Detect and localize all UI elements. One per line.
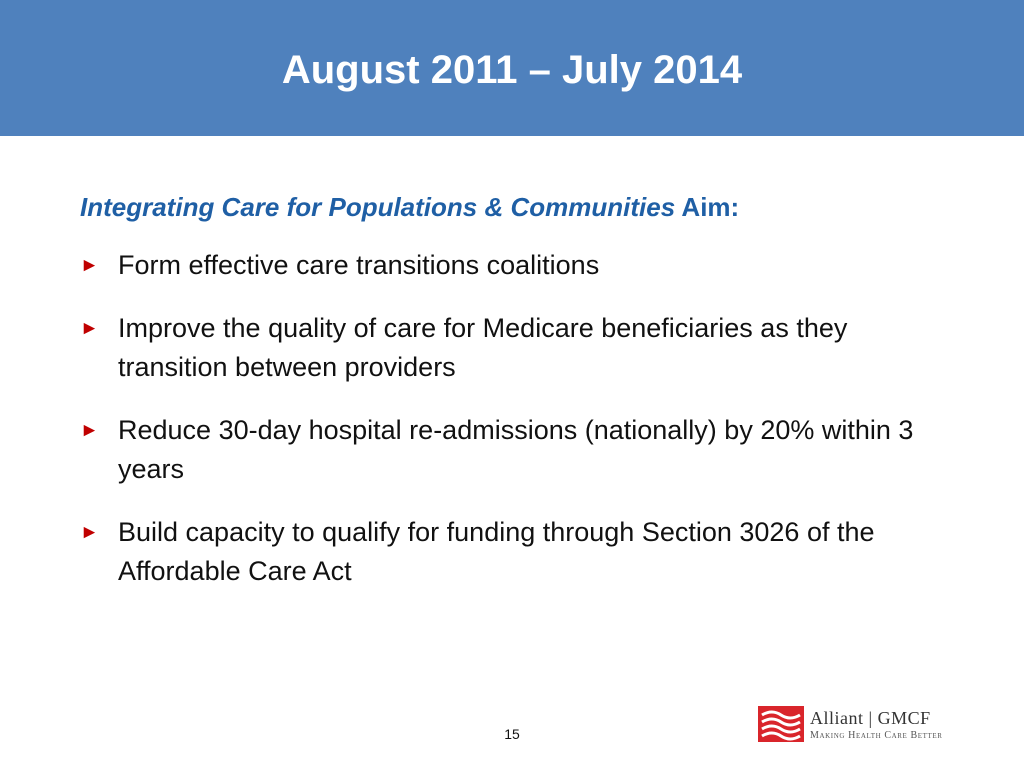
aim-heading	[80, 190, 739, 224]
bullet-text: Reduce 30-day hospital re-admissions (nationally) by 20% within 3 years	[118, 415, 914, 484]
slide-title: August 2011 – July 2014	[281, 48, 743, 92]
logo-name: Alliant | GMCF	[810, 708, 931, 728]
bullet-item	[80, 411, 960, 489]
bullet-text: Improve the quality of care for Medicare beneficiaries as they transition between providers	[118, 313, 848, 382]
triangle-bullet-icon: ►	[80, 522, 99, 543]
bullet-item	[80, 513, 960, 591]
page-number: 15	[504, 726, 520, 742]
logo-tagline: Making Health Care Better	[810, 730, 943, 741]
bullet-item	[80, 246, 960, 285]
bullet-text: Form effective care transitions coalitions	[118, 250, 600, 280]
bullet-list	[80, 246, 960, 615]
aim-heading-italic: Integrating Care for Populations & Communities	[80, 192, 676, 222]
bullet-text: Build capacity to qualify for funding through Section 3026 of the Affordable Care Act	[118, 517, 875, 586]
triangle-bullet-icon: ►	[80, 318, 99, 339]
bullet-item	[80, 309, 960, 387]
aim-heading-suffix: Aim:	[675, 192, 740, 222]
alliant-gmcf-logo	[758, 706, 978, 746]
triangle-bullet-icon: ►	[80, 420, 99, 441]
triangle-bullet-icon: ►	[80, 255, 99, 276]
flag-waves-icon	[758, 706, 804, 742]
